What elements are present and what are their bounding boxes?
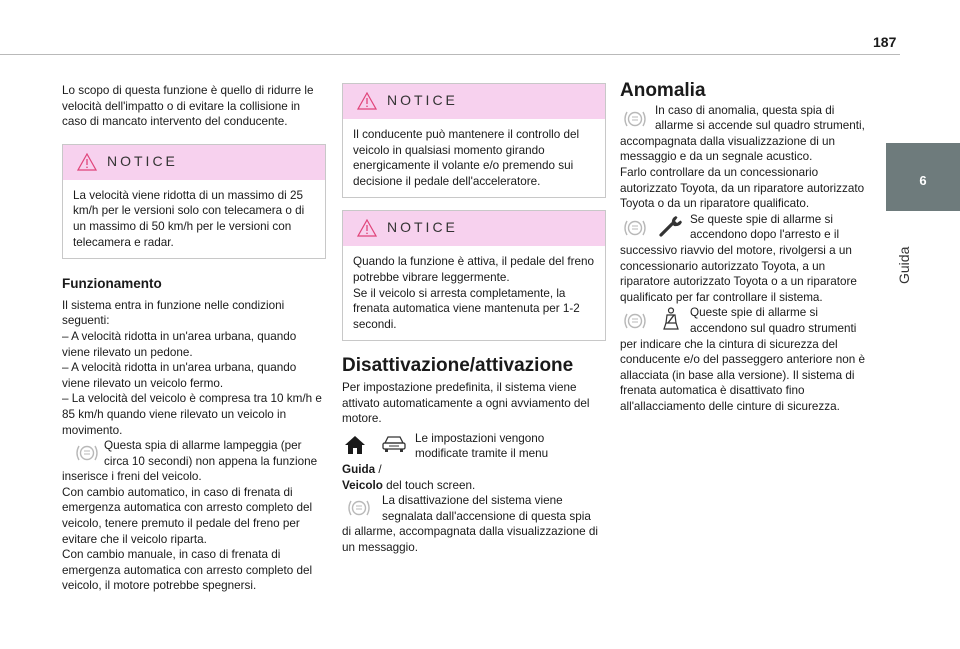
settings-text-line: Le impostazioni vengono — [415, 431, 545, 445]
anomaly-row — [620, 103, 872, 165]
seatbelt-row — [620, 305, 872, 414]
home-icon — [344, 435, 366, 455]
anomaly-text-line: allarme si accende sul quadro strumenti, — [655, 119, 865, 133]
seatbelt-icon — [661, 307, 683, 331]
restart-text-cont: successivo riavvio del motore, rivolgersi a un concessionario autorizzato Toyota, a un riparatore autorizzato Toyota o a un riparatore qualificato per far controllare il sistema. — [620, 243, 857, 304]
brake-warning-icon — [622, 108, 648, 130]
menu-guida: Guida — [342, 462, 376, 476]
section-number: 6 — [919, 173, 927, 188]
settings-text-cont — [342, 462, 606, 493]
lamp-row — [62, 438, 326, 485]
notice-line: Quando la funzione è attiva, il pedale del freno potrebbe vibrare leggermente. — [353, 255, 595, 284]
list-item: – A velocità ridotta in un'area urbana, quando viene rilevato un pedone. — [62, 329, 297, 359]
paragraph: Per impostazione predefinita, il sistema viene attivato automaticamente a ogni avviamento del motore. — [342, 380, 590, 426]
brake-warning-icon — [622, 310, 648, 332]
list-item: – La velocità del veicolo è compresa tra 10 km/h e 85 km/h quando viene rilevato un veicolo in movimento. — [62, 392, 322, 437]
deactivation-text-line: segnalata dall'accensione di questa spia — [382, 509, 591, 523]
notice-text: Il conducente può mantenere il controllo del veicolo in qualsiasi momento girando energicamente il volante e/o premendo sui decisione il pedale dell'acceleratore. — [353, 128, 580, 188]
column-2 — [342, 83, 606, 555]
page-number: 187 — [873, 34, 897, 50]
deactivation-text-line: La disattivazione del sistema viene — [382, 494, 563, 508]
section-label: Guida — [896, 246, 912, 284]
settings-row — [342, 431, 606, 493]
section-heading: Anomalia — [620, 80, 706, 101]
notice-box-1 — [62, 144, 326, 259]
section-heading: Disattivazione/attivazione — [342, 355, 574, 377]
warning-triangle-icon — [357, 219, 377, 237]
notice-header — [63, 145, 325, 180]
wrench-icon — [658, 214, 684, 238]
seatbelt-text — [620, 305, 872, 336]
restart-text-line: Se queste spie di allarme si — [690, 212, 833, 226]
notice-title: NOTICE — [387, 219, 458, 236]
deactivation-text — [342, 493, 606, 524]
column-1 — [62, 83, 326, 594]
brake-warning-icon — [346, 497, 372, 519]
paragraph: Farlo controllare da un concessionario autorizzato Toyota, da un riparatore autorizzato Toyota o da un riparatore qualificato. — [620, 165, 865, 211]
list-item: – A velocità ridotta in un'area urbana, quando viene rilevato un veicolo fermo. — [62, 361, 297, 390]
deactivation-text-cont: di allarme, accompagnata dalla visualizzazione di un messaggio. — [342, 525, 598, 554]
settings-suffix: del touch screen. — [382, 478, 476, 492]
section-tab[interactable] — [886, 143, 960, 211]
notice-text — [343, 246, 605, 340]
lamp-text — [62, 438, 326, 469]
paragraph: Con cambio automatico, in caso di frenata di emergenza automatica con arresto completo del veicolo, tenere premuto il pedale del freno per evitare che il veicolo riparta. — [62, 485, 313, 546]
menu-slash: / — [375, 462, 382, 476]
seatbelt-text-line: accendono sul quadro strumenti — [690, 321, 857, 335]
notice-box-3 — [342, 210, 606, 341]
paragraph: Il sistema entra in funzione nelle condizioni seguenti: — [62, 298, 285, 328]
notice-box-2 — [342, 83, 606, 198]
notice-title: NOTICE — [387, 92, 458, 108]
warning-triangle-icon — [77, 153, 97, 171]
lamp-text-line: circa 10 secondi) non appena la funzione — [104, 454, 318, 468]
anomaly-text-cont: accompagnata dalla visualizzazione di un messaggio e da un segnale acustico. — [620, 134, 836, 164]
anomaly-text-line: In caso di anomalia, questa spia di — [655, 103, 835, 117]
restart-text-line: accendono dopo l'arresto e il — [690, 228, 840, 242]
lamp-text-line: Questa spia di allarme lampeggia (per — [104, 439, 302, 453]
paragraph: Con cambio manuale, in caso di frenata di emergenza automatica con arresto completo del veicolo, il motore potrebbe spegnersi. — [62, 548, 313, 593]
header-divider — [0, 54, 900, 55]
notice-header — [343, 84, 605, 119]
column-3 — [620, 80, 872, 414]
warning-triangle-icon — [357, 92, 377, 110]
notice-title: NOTICE — [107, 152, 178, 169]
brake-warning-icon — [74, 442, 100, 464]
brake-warning-icon — [622, 217, 648, 239]
settings-text-line: modificate tramite il menu — [415, 447, 549, 461]
notice-line: Se il veicolo si arresta completamente, la frenata automatica viene mantenuta per 1-2 secondi. — [353, 286, 580, 331]
seatbelt-text-line: Queste spie di allarme si — [690, 306, 818, 320]
section-heading: Funzionamento — [62, 276, 162, 292]
intro-paragraph: Lo scopo di questa funzione è quello di ridurre le velocità dell'impatto o di evitare la collisione in caso di mancato intervento del conducente. — [62, 84, 314, 129]
car-settings-icon — [380, 433, 408, 455]
anomaly-text — [620, 103, 872, 134]
restart-row — [620, 212, 872, 306]
lamp-text-cont: inserisce i freni del veicolo. — [62, 470, 202, 484]
seatbelt-text-cont: per indicare che la cintura di sicurezza del conducente e/o del passeggero anteriore non è allacciata (in base alla versione). Il sistema di frenata automatica è disattivato fino all'allacciamento delle cinture di sicurezza. — [620, 337, 865, 413]
menu-veicolo: Veicolo — [342, 478, 383, 492]
notice-header — [343, 211, 605, 246]
deactivation-row — [342, 493, 606, 555]
notice-text: La velocità viene ridotta di un massimo di 25 km/h per le versioni solo con telecamera o di un massimo di 50 km/h per le versioni con telecamera e radar. — [73, 188, 305, 249]
